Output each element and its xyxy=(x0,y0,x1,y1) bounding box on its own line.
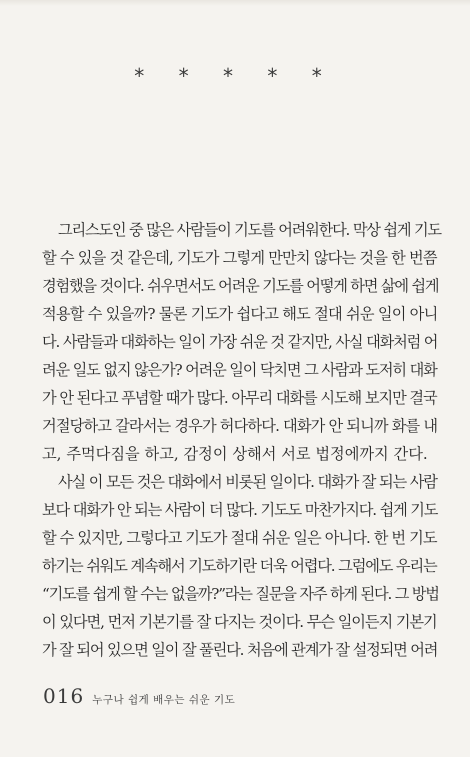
page-edge xyxy=(0,0,470,6)
text-line: 할 수 있을 것 같은데, 기도가 그렇게 만만치 않다는 것을 한 번쯤 xyxy=(42,249,437,267)
page-number: 016 xyxy=(43,684,85,708)
text-line: “기도를 쉽게 할 수는 없을까?”라는 질문을 자주 하게 된다. 그 방법 xyxy=(42,585,439,603)
running-title: 누구나 쉽게 배우는 쉬운 기도 xyxy=(92,694,236,706)
paragraph-2 xyxy=(42,468,438,664)
text-line: 이 있다면, 먼저 기본기를 잘 다지는 것이다. 무슨 일이든지 기본기 xyxy=(42,613,437,631)
text-line: 그리스도인 중 많은 사람들이 기도를 어려워한다. 막상 쉽게 기도 xyxy=(58,221,441,239)
text-line: 가 안 된다고 푸념할 때가 많다. 아무리 대화를 시도해 보지만 결국 xyxy=(42,389,437,407)
text-line: 보다 대화가 안 되는 사람이 더 많다. 기도도 마찬가지다. 쉽게 기도 xyxy=(42,501,438,519)
text-line: 할 수 있지만, 그렇다고 기도가 절대 쉬운 일은 아니다. 한 번 기도 xyxy=(42,529,437,547)
section-divider: * * * * * xyxy=(134,64,336,88)
text-line: 경험했을 것이다. 쉬우면서도 어려운 기도를 어떻게 하면 삶에 쉽게 xyxy=(42,277,439,295)
text-line: 하기는 쉬워도 계속해서 기도하기란 더욱 어렵다. 그럼에도 우리는 xyxy=(42,557,437,575)
text-line: 가 잘 되어 있으면 일이 잘 풀린다. 처음에 관계가 잘 설정되면 어려 xyxy=(42,641,438,659)
text-line: 려운 일도 없지 않은가? 어려운 일이 닥치면 그 사람과 도저히 대화 xyxy=(42,361,437,379)
page-footer xyxy=(43,684,235,708)
text-line: 사실 이 모든 것은 대화에서 비롯된 일이다. 대화가 잘 되는 사람 xyxy=(58,473,437,491)
paragraph-1 xyxy=(42,216,441,468)
body-text xyxy=(42,216,441,664)
text-line: 적용할 수 있을까? 물론 기도가 쉽다고 해도 절대 쉬운 일이 아니 xyxy=(42,305,438,323)
text-line: 거절당하고 갈라서는 경우가 허다하다. 대화가 안 되니까 화를 내 xyxy=(42,417,438,435)
text-line: 고, 주먹다짐을 하고, 감정이 상해서 서로 법정에까지 간다. xyxy=(42,445,428,463)
text-line: 다. 사람들과 대화하는 일이 가장 쉬운 것 같지만, 사실 대화처럼 어 xyxy=(42,333,438,351)
